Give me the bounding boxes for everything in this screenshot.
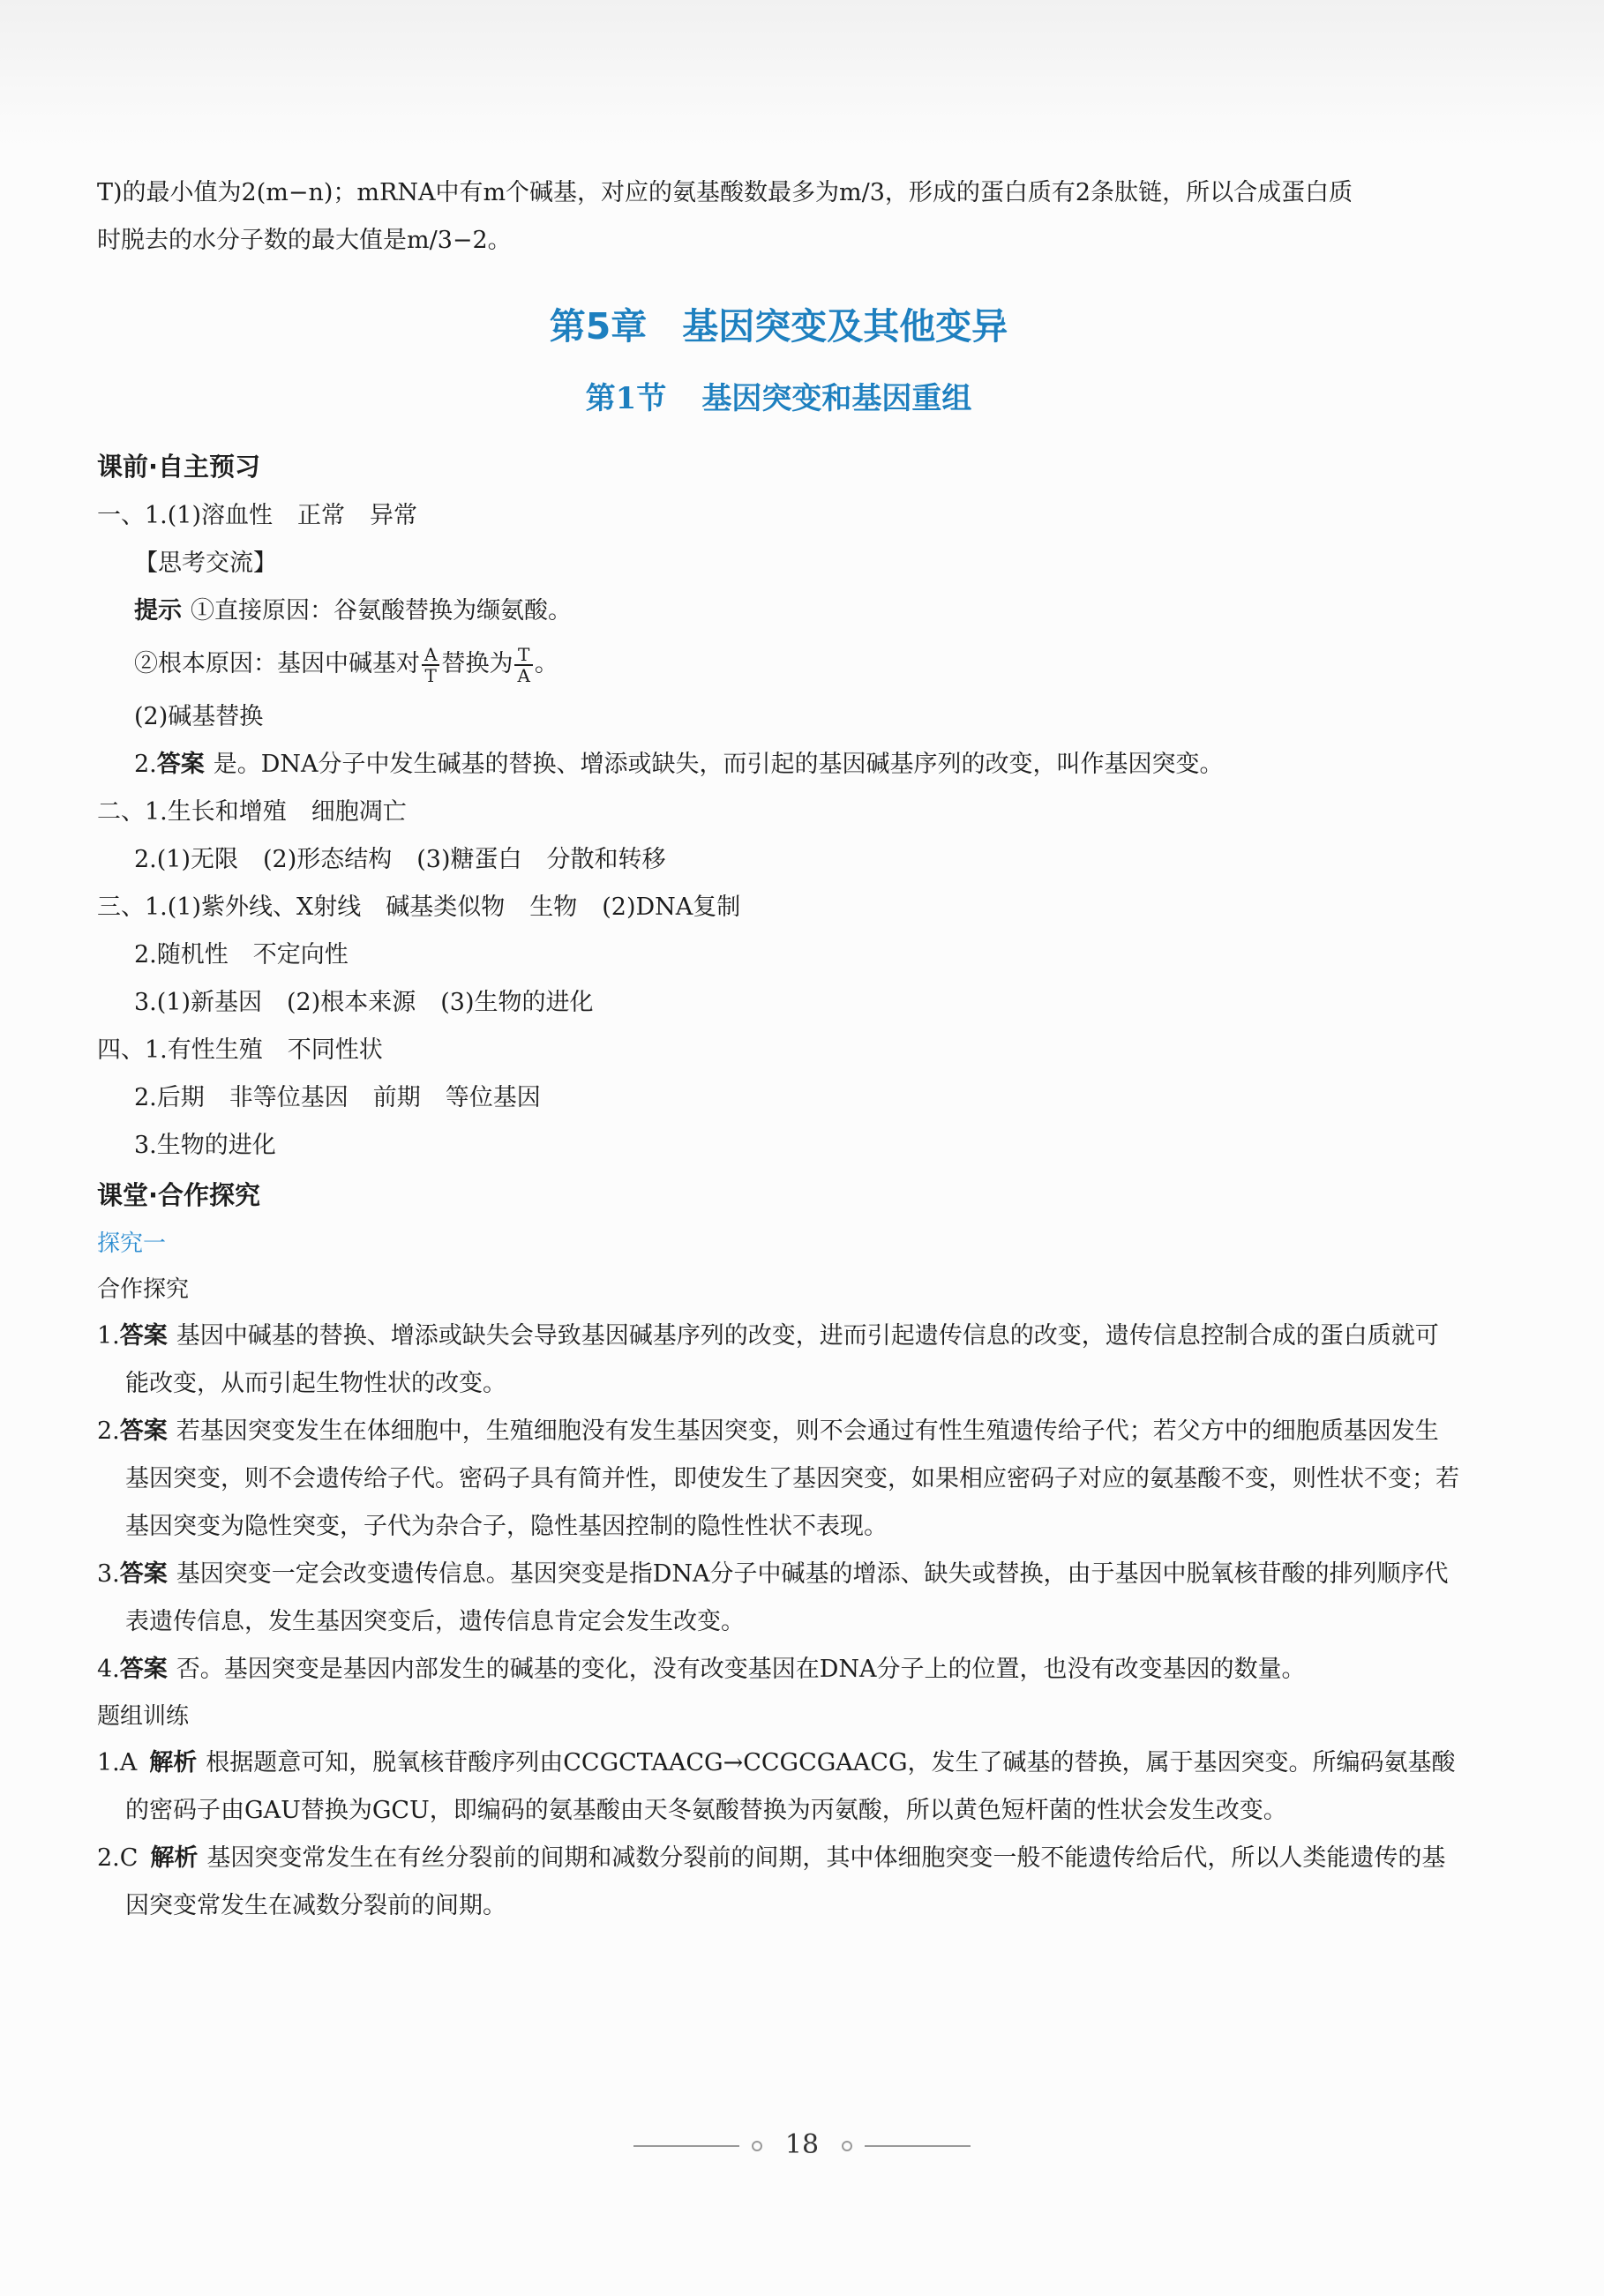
- scan-shade: [0, 0, 1604, 150]
- preview-item-1-1: 一、1.(1)溶血性 正常 异常: [97, 502, 418, 529]
- document-page: [97, 169, 1460, 1930]
- hint-line-1: 提示 ①直接原因：谷氨酸替换为缬氨酸。: [134, 597, 572, 624]
- intro-line-1: T)的最小值为2(m−n)；mRNA中有m个碱基，对应的氨基酸数最多为m/3，形成的蛋白质有2条肽链，所以合成蛋白质: [97, 179, 1353, 206]
- chapter-title: [97, 300, 1460, 353]
- footer-ornament-right: [865, 2145, 971, 2147]
- answer-item: 1.答案 基因中碱基的替换、增添或缺失会导致基因碱基序列的改变，进而引起遗传信息的改变，遗传信息控制合成的蛋白质就可能改变，从而引起生物性状的改变。: [97, 1322, 1439, 1397]
- preview-item-2: 2.答案 是。DNA分子中发生碱基的替换、增添或缺失，而引起的基因碱基序列的改变，叫作基因突变。: [134, 751, 1224, 778]
- training-item: 2.C 解析 基因突变常发生在有丝分裂前的间期和减数分裂前的间期，其中体细胞突变一般不能遗传给后代，所以人类能遗传的基因突变常发生在减数分裂前的间期。: [97, 1844, 1446, 1919]
- page-footer: [0, 2129, 1604, 2160]
- hint-line-2: ②根本原因：基因中碱基对 $\frac{A}{T}$ 替换为 $\frac{T}{A}$ 。: [134, 643, 558, 686]
- fraction-a-over-t: $\frac{A}{T}$: [422, 645, 439, 685]
- intro-line-2: 时脱去的水分子数的最大值是m/3−2。: [97, 227, 512, 254]
- section-number: 第1节: [585, 381, 667, 416]
- preview-item-iii-1: 三、1.(1)紫外线、X射线 碱基类似物 生物 (2)DNA复制: [97, 894, 741, 921]
- answer-item: 4.答案 否。基因突变是基因内部发生的碱基的变化，没有改变基因在DNA分子上的位置，也没有改变基因的数量。: [97, 1656, 1306, 1683]
- training-item: 1.A 解析 根据题意可知，脱氧核苷酸序列由CCGCTAACG→CCGCGAACG，发生了碱基的替换，属于基因突变。所编码氨基酸的密码子由GAU替换为GCU，即编码的氨基酸由天冬氨酸替换为丙氨酸，所以黄色短杆菌的性状会发生改变。: [97, 1749, 1456, 1824]
- training-label: 题组训练: [97, 1703, 190, 1730]
- preview-item-iv-1: 四、1.有性生殖 不同性状: [97, 1036, 383, 1064]
- footer-ornament-left: [633, 2145, 739, 2147]
- discussion-label: 【思考交流】: [134, 550, 277, 577]
- answer-item: 2.答案 若基因突变发生在体细胞中，生殖细胞没有发生基因突变，则不会通过有性生殖遗传给子代；若父方中的细胞质基因发生基因突变，则不会遗传给子代。密码子具有简并性，即使发生了基因突变，如果相应密码子对应的氨基酸不变，则性状不变；若基因突变为隐性突变，子代为杂合子，隐性基因控制的隐性性状不表现。: [97, 1417, 1459, 1540]
- coop-label: 合作探究: [97, 1276, 190, 1303]
- page-number: 18: [784, 2129, 820, 2160]
- preview-item-iii-2: 2.随机性 不定向性: [134, 941, 349, 969]
- fraction-t-over-a: $\frac{T}{A}$: [514, 645, 532, 685]
- preview-item-ii-1: 二、1.生长和增殖 细胞凋亡: [97, 798, 407, 826]
- preview-item-ii-2: 2.(1)无限 (2)形态结构 (3)糖蛋白 分散和转移: [134, 846, 666, 873]
- preview-item-iv-3: 3.生物的进化: [134, 1132, 276, 1159]
- section-title: [97, 372, 1460, 425]
- preview-heading: 课前·自主预习: [97, 452, 261, 482]
- classroom-heading: 课堂·合作探究: [97, 1180, 261, 1210]
- hint-keyword: 提示: [134, 597, 182, 624]
- section-name: 基因突变和基因重组: [701, 381, 972, 416]
- explore-label: 探究一: [97, 1230, 167, 1257]
- preview-item-iii-3: 3.(1)新基因 (2)根本来源 (3)生物的进化: [134, 989, 594, 1016]
- preview-item-iv-2: 2.后期 非等位基因 前期 等位基因: [134, 1084, 541, 1111]
- chapter-name: 基因突变及其他变异: [682, 305, 1008, 348]
- chapter-number: 第5章: [549, 305, 648, 348]
- answer-item: 3.答案 基因突变一定会改变遗传信息。基因突变是指DNA分子中碱基的增添、缺失或替换，由于基因中脱氧核苷酸的排列顺序代表遗传信息，发生基因突变后，遗传信息肯定会发生改变。: [97, 1560, 1449, 1635]
- preview-item-1-2: (2)碱基替换: [134, 703, 264, 730]
